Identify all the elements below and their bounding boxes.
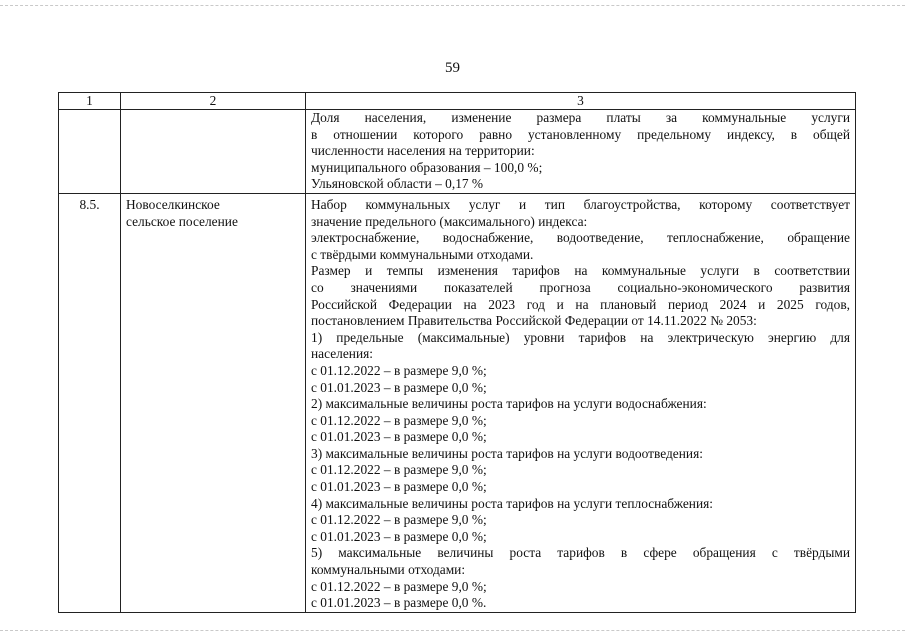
table-header-row [59, 93, 856, 110]
page-number: 59 [445, 60, 460, 76]
text-line: в отношении которого равно установленному предельному индексу, в общей [311, 126, 850, 142]
text-line: с 01.12.2022 – в размере 9,0 %; [311, 512, 487, 528]
settlement-name-line: сельское поселение [126, 213, 238, 229]
text-line: Российской Федерации на 2023 год и на плановый период 2024 и 2025 годов, [311, 296, 850, 312]
settlement-name-cell [121, 193, 306, 612]
text-line: с 01.01.2023 – в размере 0,0 %. [311, 595, 487, 611]
text-line: численности населения на территории: [311, 143, 535, 159]
text-line: Ульяновской области – 0,17 % [311, 176, 484, 192]
column-header-2: 2 [121, 93, 306, 110]
text-line: постановлением Правительства Российской Федерации от 14.11.2022 № 2053: [311, 313, 757, 329]
scan-edge-top [0, 5, 905, 6]
description-cell [306, 110, 856, 194]
text-line: с 01.01.2023 – в размере 0,0 %; [311, 429, 487, 445]
tariff-table [58, 92, 856, 613]
text-line: Набор коммунальных услуг и тип благоустройства, которому соответствует [311, 196, 850, 212]
table-row-8-5 [59, 193, 856, 612]
text-line: с 01.12.2022 – в размере 9,0 %; [311, 462, 487, 478]
text-line: 1) предельные (максимальные) уровни тарифов на электрическую энергию для [311, 329, 850, 345]
text-line: 4) максимальные величины роста тарифов на услуги теплоснабжения: [311, 495, 713, 511]
column-header-1: 1 [59, 93, 121, 110]
text-line: 2) максимальные величины роста тарифов на услуги водоснабжения: [311, 396, 707, 412]
text-line: 3) максимальные величины роста тарифов на услуги водоотведения: [311, 445, 703, 461]
text-line: муниципального образования – 100,0 %; [311, 159, 543, 175]
row-number-cell: 8.5. [59, 193, 121, 612]
row-number-cell [59, 110, 121, 194]
text-line: с 01.12.2022 – в размере 9,0 %; [311, 578, 487, 594]
settlement-name-line: Новоселкинское [126, 196, 220, 212]
column-header-3: 3 [306, 93, 856, 110]
text-line: электроснабжение, водоснабжение, водоотведение, теплоснабжение, обращение [311, 230, 850, 246]
table-row-continuation [59, 110, 856, 194]
text-line: коммунальными отходами: [311, 562, 466, 578]
text-line: с твёрдыми коммунальными отходами. [311, 246, 534, 262]
text-line: с 01.01.2023 – в размере 0,0 %; [311, 479, 487, 495]
text-line: Доля населения, изменение размера платы за коммунальные услуги [311, 110, 850, 125]
text-line: со значениями показателей прогноза социально-экономического развития [311, 279, 850, 295]
settlement-name-cell [121, 110, 306, 194]
text-line: с 01.12.2022 – в размере 9,0 %; [311, 362, 487, 378]
text-line: Размер и темпы изменения тарифов на коммунальные услуги в соответствии [311, 263, 850, 279]
text-line: с 01.12.2022 – в размере 9,0 %; [311, 412, 487, 428]
text-line: с 01.01.2023 – в размере 0,0 %; [311, 528, 487, 544]
text-line: с 01.01.2023 – в размере 0,0 %; [311, 379, 487, 395]
text-line: 5) максимальные величины роста тарифов в сфере обращения с твёрдыми [311, 545, 850, 561]
text-line: населения: [311, 346, 373, 362]
description-cell [306, 193, 856, 612]
text-line: значение предельного (максимального) индекса: [311, 213, 588, 229]
scan-edge-bottom [0, 630, 905, 631]
